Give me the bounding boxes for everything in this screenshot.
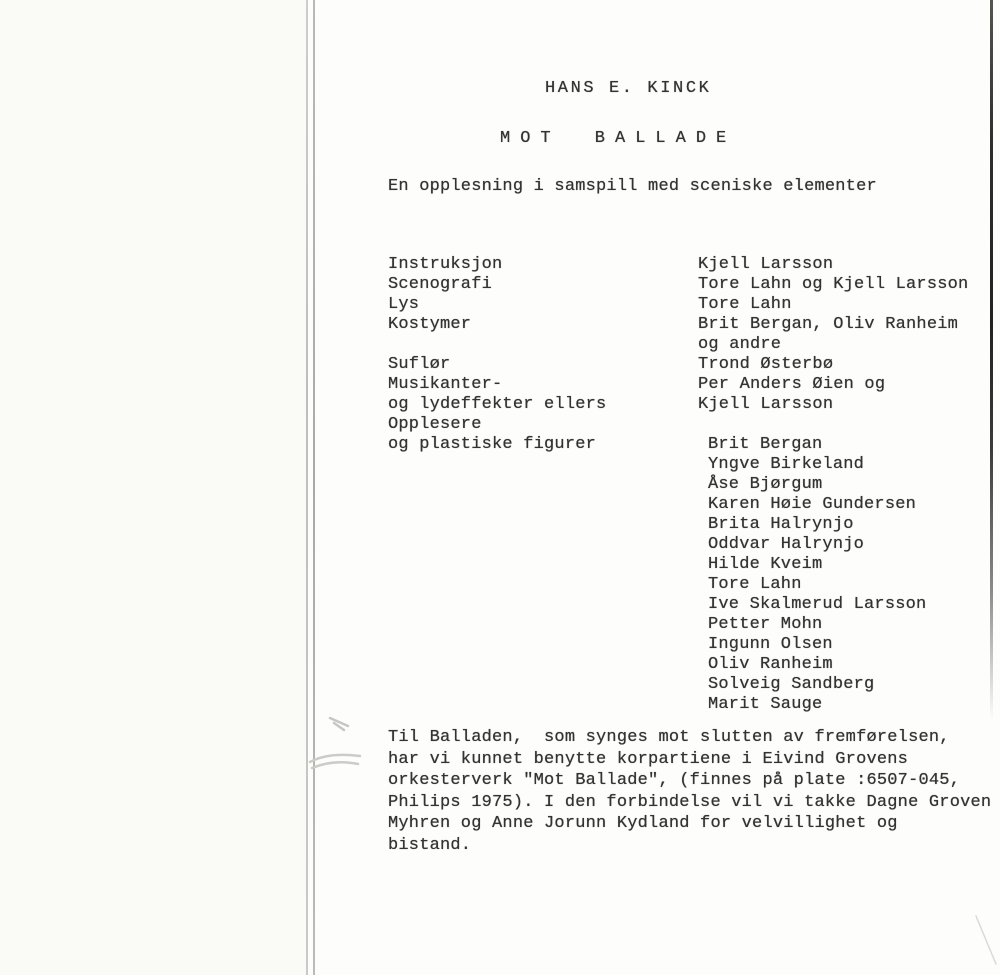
- credit-role: Instruksjon: [388, 255, 503, 274]
- credit-row: [388, 595, 988, 615]
- note-line: Myhren og Anne Jorunn Kydland for velvillighet og: [388, 814, 898, 834]
- credit-role: Musikanter-: [388, 375, 503, 394]
- credit-name: Tore Lahn: [708, 575, 802, 594]
- left-page-blank: [0, 0, 306, 975]
- page-edge-shadow: [990, 0, 993, 720]
- credit-role: [388, 615, 698, 635]
- credit-row: [388, 435, 988, 455]
- credit-row: [388, 615, 988, 635]
- author-heading: HANS E. KINCK: [545, 79, 712, 98]
- credit-name: Petter Mohn: [708, 615, 823, 634]
- credit-name: Kjell Larsson: [698, 255, 834, 274]
- credit-name: Trond Østerbø: [698, 355, 834, 374]
- credit-row: [388, 675, 988, 695]
- program-page: [316, 0, 1000, 975]
- credit-role: [388, 335, 698, 355]
- credit-role: Lys: [388, 295, 420, 314]
- credit-name: Ive Skalmerud Larsson: [708, 595, 927, 614]
- credit-role: og plastiske figurer: [388, 435, 597, 454]
- credit-role: [388, 535, 698, 555]
- credit-role: [388, 455, 698, 475]
- credit-role: [388, 675, 698, 695]
- credit-role: [388, 655, 698, 675]
- credit-row: [388, 355, 988, 375]
- credit-name: og andre: [698, 335, 782, 354]
- credit-name: Tore Lahn: [698, 295, 792, 314]
- booklet-spine-fold-line: [306, 0, 308, 975]
- ballad-note-paragraph: [388, 727, 998, 857]
- credit-row: [388, 295, 988, 315]
- credit-name: Hilde Kveim: [708, 555, 823, 574]
- credit-row: [388, 335, 988, 355]
- credit-name: Brita Halrynjo: [708, 515, 854, 534]
- credit-name: Per Anders Øien og: [698, 375, 886, 394]
- credit-row: [388, 655, 988, 675]
- page-title: MOT BALLADE: [500, 129, 737, 148]
- credit-name: Brit Bergan: [708, 435, 823, 454]
- credit-row: [388, 575, 988, 595]
- note-line: orkesterverk "Mot Ballade", (finnes på plate :6507-045,: [388, 771, 961, 791]
- credit-row: [388, 495, 988, 515]
- note-line: Til Balladen, som synges mot slutten av fremførelsen,: [388, 728, 950, 747]
- credit-role: Opplesere: [388, 415, 482, 434]
- credit-role: [388, 515, 698, 535]
- credit-role: Scenografi: [388, 275, 493, 294]
- note-line: har vi kunnet benytte korpartiene i Eivind Grovens: [388, 749, 909, 769]
- credit-row: [388, 375, 988, 395]
- credit-role: [388, 635, 698, 655]
- credit-row: [388, 475, 988, 495]
- subtitle: En opplesning i samspill med sceniske elementer: [388, 177, 877, 196]
- credit-role: Kostymer: [388, 315, 472, 334]
- credit-row: [388, 515, 988, 535]
- booklet-spine-fold-line: [313, 0, 315, 975]
- credit-row: [388, 415, 988, 435]
- credit-name: Oliv Ranheim: [708, 655, 833, 674]
- credit-role: [388, 475, 698, 495]
- credit-name: Marit Sauge: [708, 695, 823, 714]
- note-line: Philips 1975). I den forbindelse vil vi takke Dagne Groven: [388, 792, 992, 812]
- credit-name: Brit Bergan, Oliv Ranheim: [698, 315, 959, 334]
- credit-name: Oddvar Halrynjo: [708, 535, 865, 554]
- credit-name: [698, 415, 988, 435]
- credit-row: [388, 695, 988, 715]
- credit-role: [388, 495, 698, 515]
- credit-name: Kjell Larsson: [698, 395, 834, 414]
- credit-row: [388, 315, 988, 335]
- credit-row: [388, 455, 988, 475]
- credit-role: [388, 575, 698, 595]
- credit-name: Ingunn Olsen: [708, 635, 833, 654]
- credit-row: [388, 555, 988, 575]
- credit-name: Karen Høie Gundersen: [708, 495, 917, 514]
- credit-role: [388, 555, 698, 575]
- credit-name: Yngve Birkeland: [708, 455, 865, 474]
- credit-row: [388, 255, 988, 275]
- credit-role: [388, 695, 698, 715]
- credit-role: [388, 595, 698, 615]
- credit-role: og lydeffekter ellers: [388, 395, 607, 414]
- credit-name: Tore Lahn og Kjell Larsson: [698, 275, 969, 294]
- credit-row: [388, 635, 988, 655]
- credit-row: [388, 275, 988, 295]
- credit-row: [388, 535, 988, 555]
- note-line: bistand.: [388, 835, 472, 855]
- credits-list: [388, 255, 988, 715]
- credit-name: Solveig Sandberg: [708, 675, 875, 694]
- credit-name: Åse Bjørgum: [708, 475, 823, 494]
- credit-row: [388, 395, 988, 415]
- credit-role: Suflør: [388, 355, 451, 374]
